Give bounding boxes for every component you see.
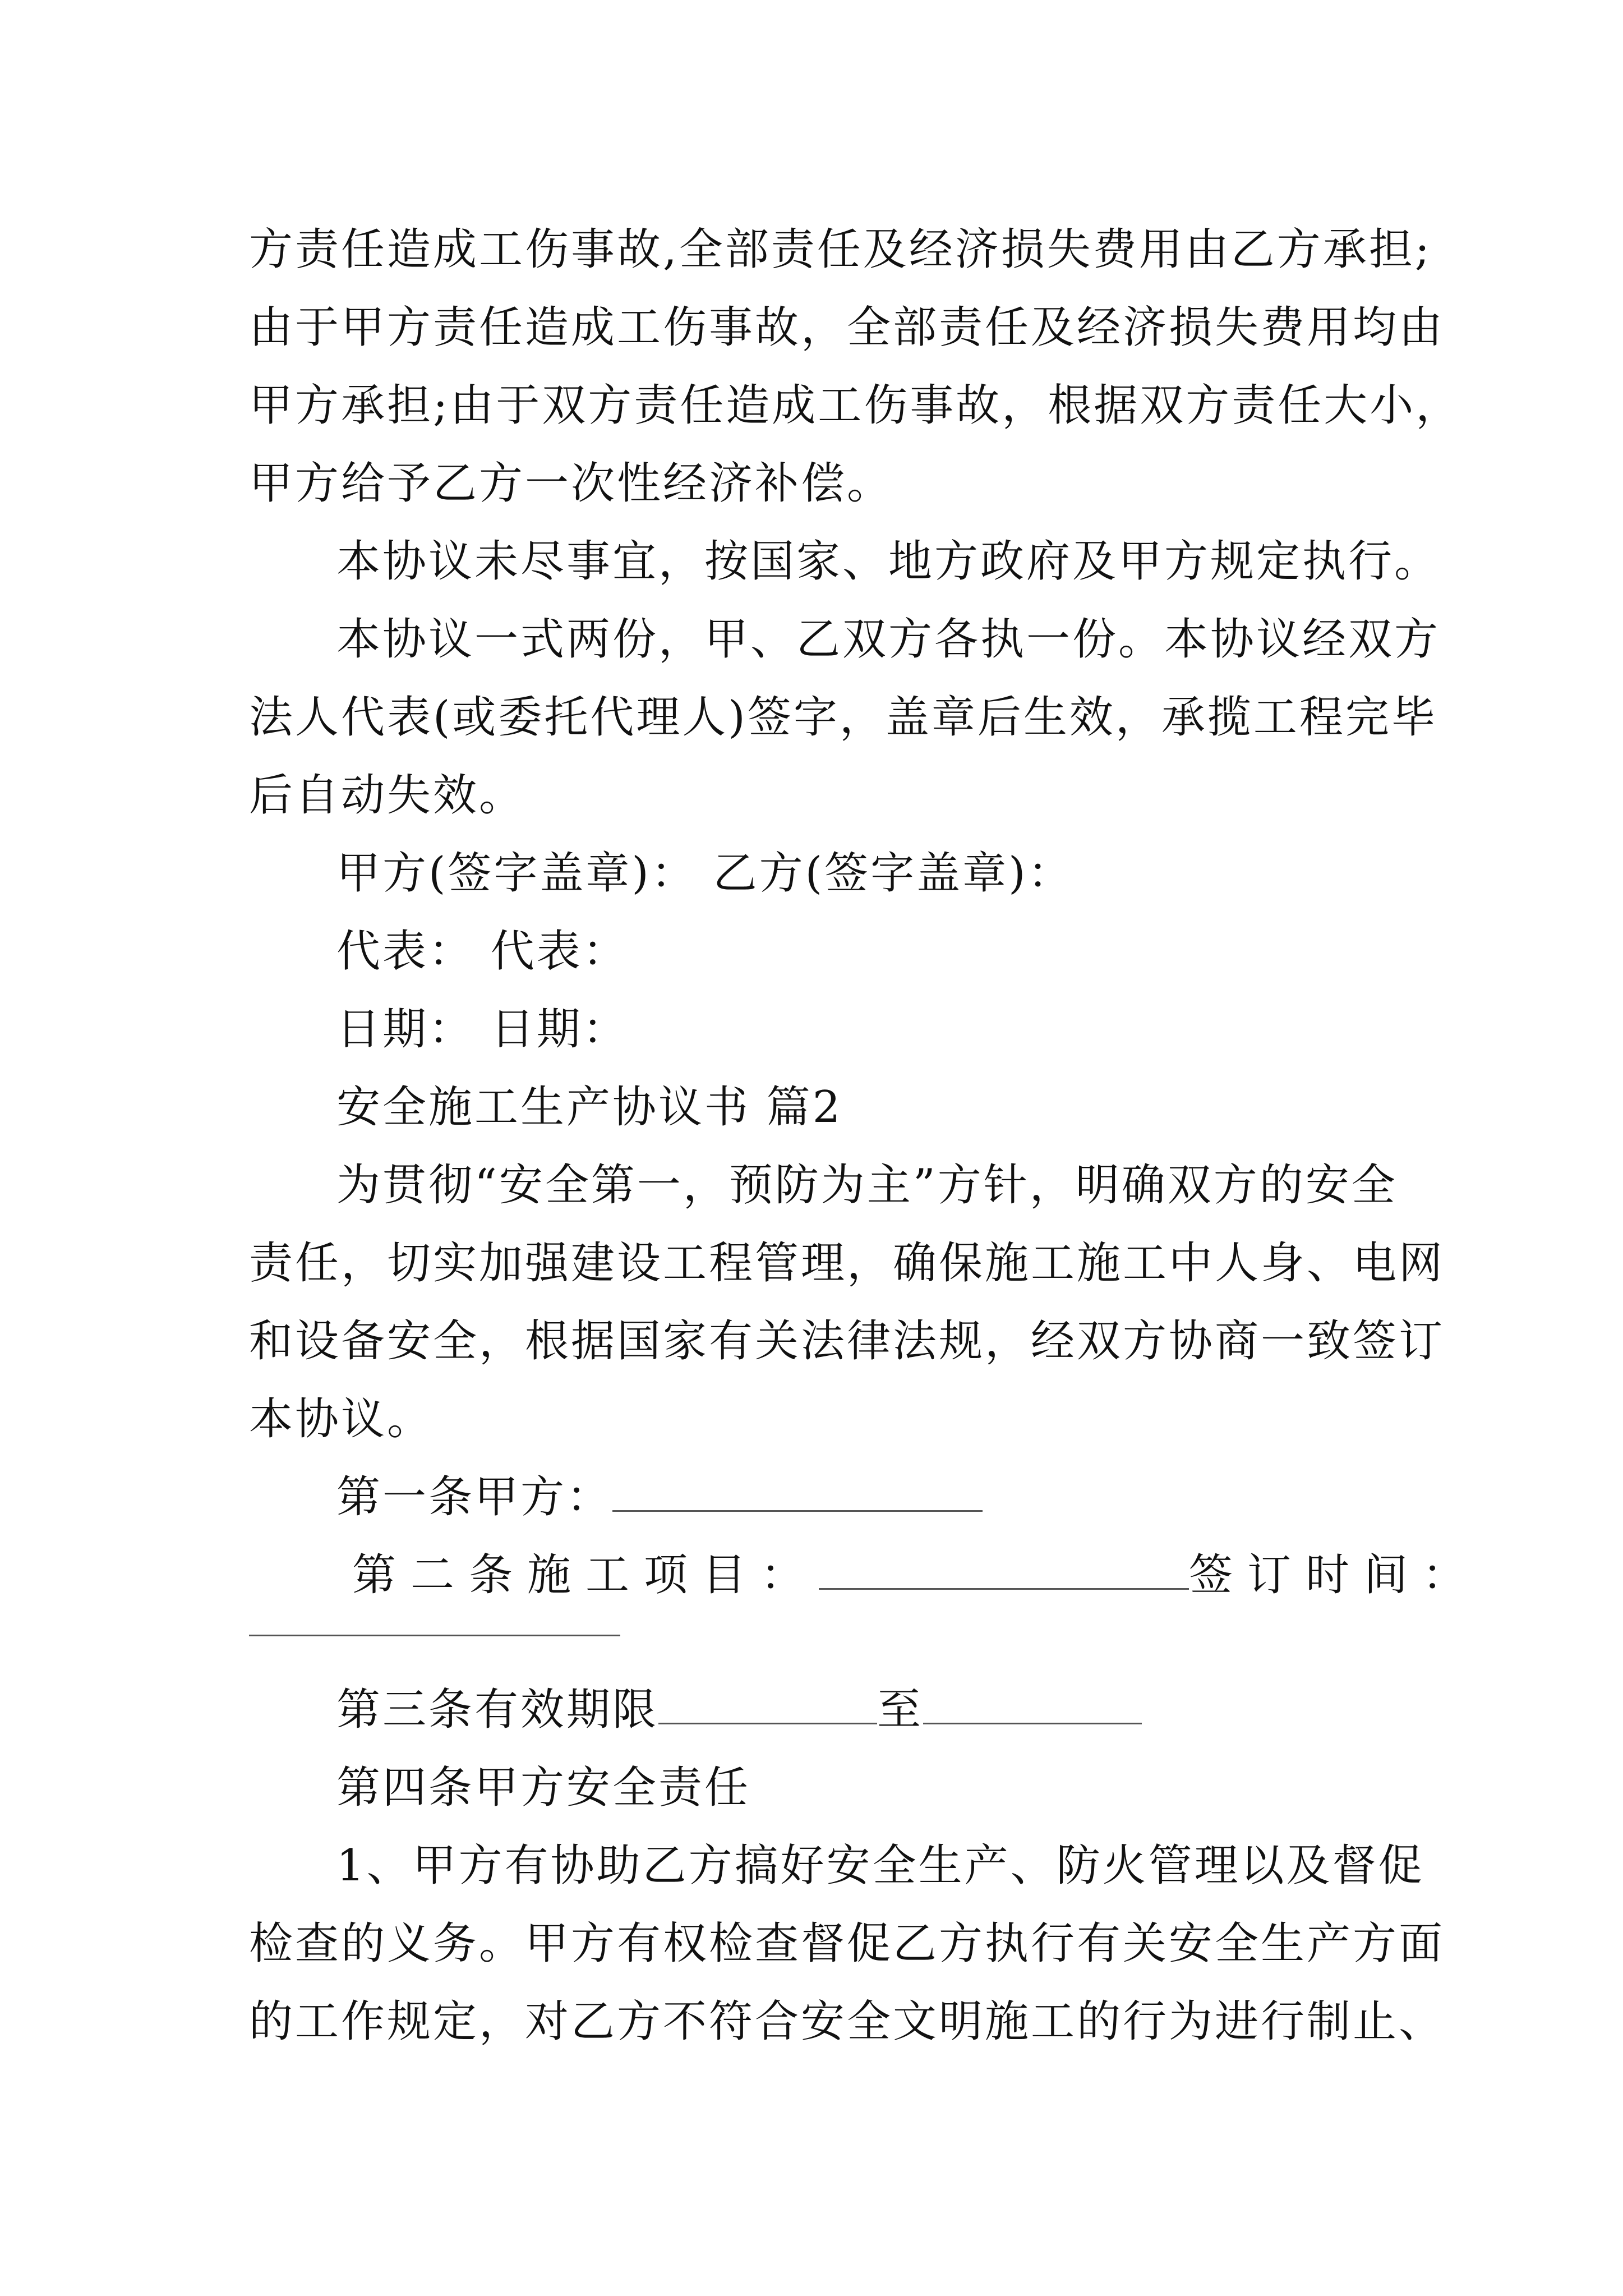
start-date-blank — [658, 1683, 877, 1724]
sign-time-blank — [249, 1635, 620, 1636]
to-label: 至 — [877, 1685, 924, 1735]
end-date-blank — [923, 1683, 1142, 1724]
sign-time-label: 签订时间： — [1189, 1550, 1481, 1600]
section-title: 安全施工生产协议书 篇2 — [336, 1082, 843, 1133]
date-line: 日期： 日期： — [336, 1004, 629, 1055]
text-line: 检查的义务。甲方有权检查督促乙方执行有关安全生产方面 — [249, 1918, 1445, 1969]
article-4-title: 第四条甲方安全责任 — [336, 1763, 751, 1813]
text-line: 由于甲方责任造成工伤事故，全部责任及经济损失费用均由 — [249, 302, 1445, 353]
article-2-line — [352, 1547, 1481, 1603]
article-1-label: 第一条甲方： — [336, 1472, 613, 1522]
paragraph-line: 本协议一式两份，甲、乙双方各执一份。本协议经双方 — [336, 614, 1441, 665]
party-a-blank — [612, 1471, 983, 1512]
paragraph-line: 为贯彻“安全第一，预防为主”方针，明确双方的安全 — [336, 1160, 1398, 1211]
article-3-line — [336, 1682, 1142, 1738]
text-line: 甲方承担;由于双方责任造成工伤事故，根据双方责任大小， — [249, 380, 1462, 431]
article-3-label: 第三条有效期限 — [336, 1685, 659, 1735]
signature-line: 甲方(签字盖章)： 乙方(签字盖章)： — [336, 848, 1074, 899]
text-line: 责任，切实加强建设工程管理，确保施工施工中人身、电网 — [249, 1238, 1445, 1289]
paragraph-line: 1、甲方有协助乙方搞好安全生产、防火管理以及督促 — [336, 1841, 1424, 1891]
paragraph-line: 本协议未尽事宜，按国家、地方政府及甲方规定执行。 — [336, 536, 1441, 587]
text-line: 法人代表(或委托代理人)签字，盖章后生效，承揽工程完毕 — [249, 692, 1437, 743]
article-1-line — [336, 1469, 983, 1525]
text-line: 方责任造成工伤事故,全部责任及经济损失费用由乙方承担; — [249, 224, 1432, 275]
text-line: 后自动失效。 — [249, 770, 525, 821]
representative-line: 代表： 代表： — [336, 926, 629, 977]
text-line: 本协议。 — [249, 1394, 434, 1444]
text-line: 和设备安全，根据国家有关法律法规，经双方协商一致签订 — [249, 1316, 1445, 1366]
article-2-label: 第二条施工项目： — [352, 1550, 819, 1600]
text-line: 甲方给予乙方一次性经济补偿。 — [249, 458, 893, 509]
project-blank — [819, 1549, 1189, 1590]
text-line: 的工作规定，对乙方不符合安全文明施工的行为进行制止、 — [249, 1996, 1445, 2047]
